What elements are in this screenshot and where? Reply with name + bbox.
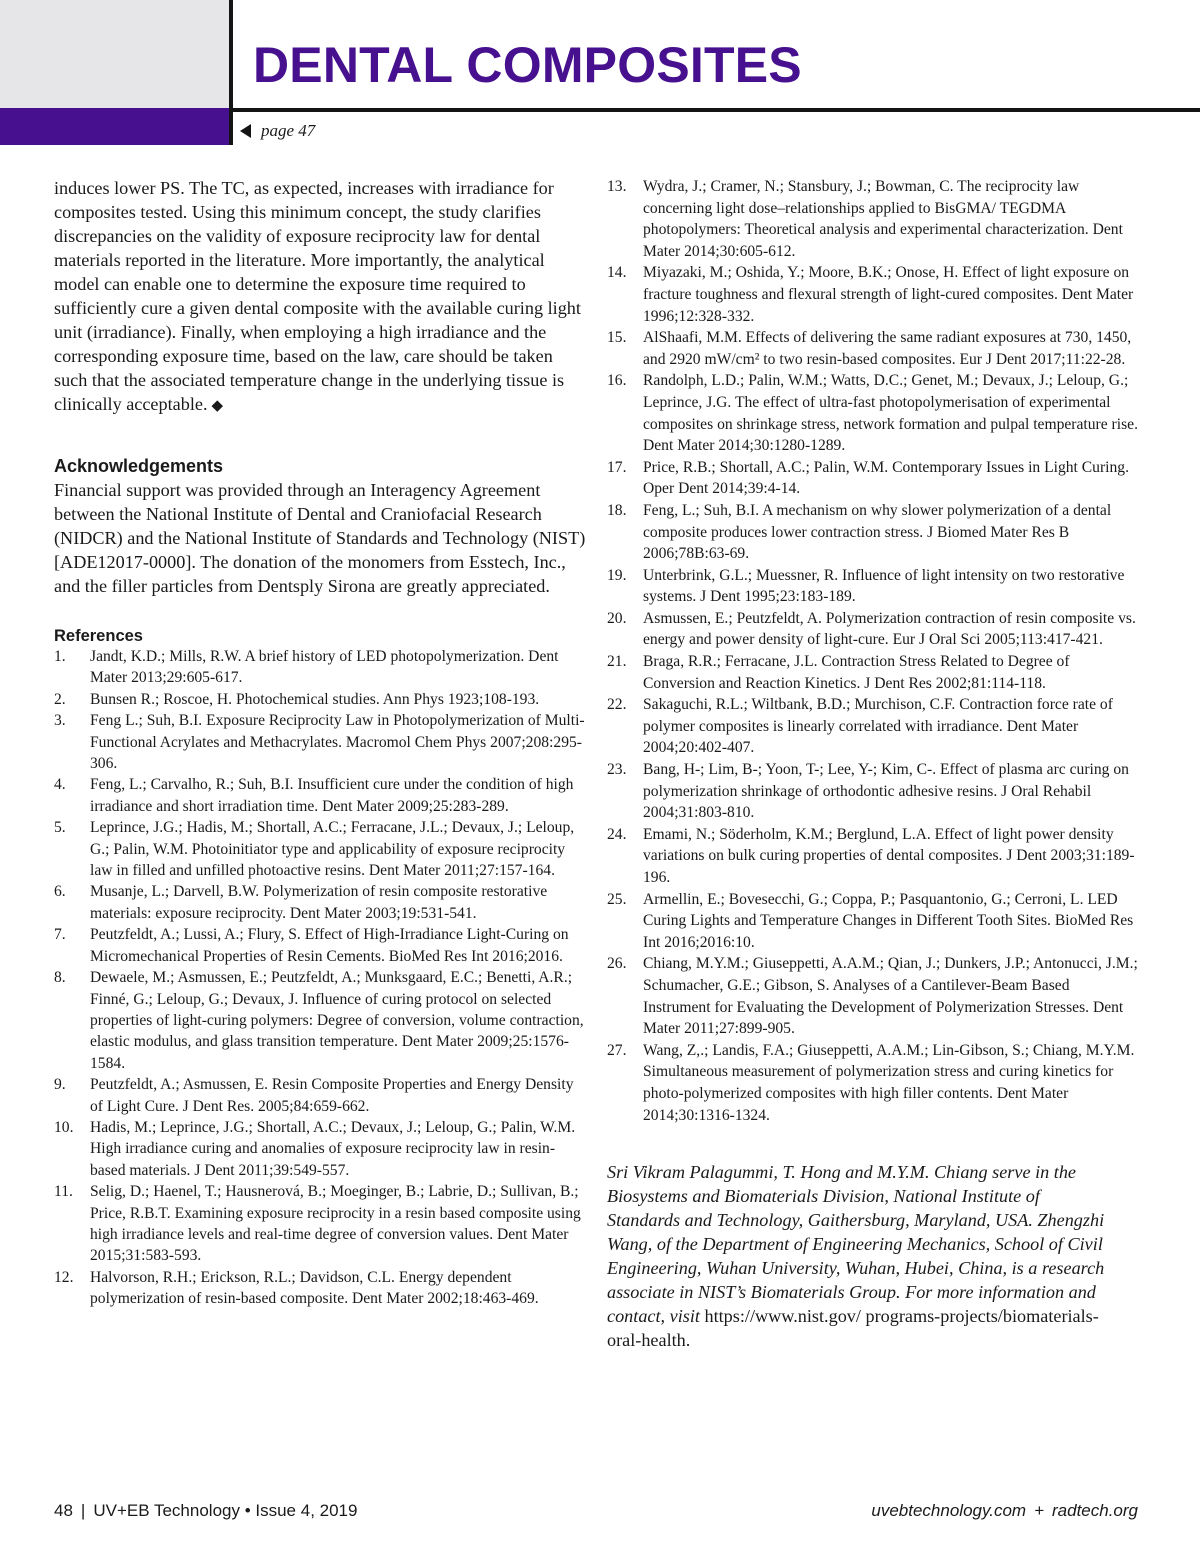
reference-item (607, 262, 1140, 327)
reference-number: 3. (54, 712, 66, 730)
reference-item (607, 651, 1140, 694)
author-bio (607, 1160, 1107, 1352)
intro-text: induces lower PS. The TC, as expected, increases with irradiance for composites tested. Using this minimum concept, the study clarifies discrepancies on the validity of exposure reciprocity law for dental materials reported in the literature. More importantly, the analytical model can enable one to determine the exposure time required to sufficiently cure a given dental composite with the available curing light unit (irradiance). Finally, when employing a high irradiance and the corresponding exposure time, based on the law, care should be taken such that the associated temperature change in the underlying tissue is clinically acceptable. (54, 178, 581, 414)
footer-left (54, 1501, 357, 1521)
reference-number: 12. (54, 1268, 74, 1286)
reference-number: 2. (54, 690, 66, 708)
reference-text: Randolph, L.D.; Palin, W.M.; Watts, D.C.; Genet, M.; Devaux, J.; Leloup, G.; Leprince, J.G. The effect of ultra-fast photopolymerisation of experimental composites on shrinkage stress, network formation and pulpal temperature rise. Dent Mater 2014;30:1280-1289. (643, 372, 1138, 455)
reference-item (54, 924, 590, 967)
reference-text: Braga, R.R.; Ferracane, J.L. Contraction Stress Related to Degree of Conversion and Reaction Kinetics. J Dent Res 2002;81:114-118. (643, 653, 1070, 692)
reference-number: 9. (54, 1076, 66, 1094)
reference-item (54, 1117, 590, 1181)
end-diamond-icon: ◆ (211, 398, 224, 414)
intro-paragraph (54, 176, 590, 418)
footer-site-radtech[interactable]: radtech.org (1052, 1501, 1138, 1520)
reference-text: Wydra, J.; Cramer, N.; Stansbury, J.; Bowman, C. The reciprocity law concerning light dose–relationships applied to BisGMA/ TEGDMA photopolymers: Theoretical analysis and experimental characterization. Dent Mater 2014;30:605-612. (643, 178, 1123, 260)
acknowledgements-text: Financial support was provided through an Interagency Agreement between the National Institute of Dental and Craniofacial Research (NIDCR) and the National Institute of Standards and Technology (NIST) [ADE12017-0000]. The donation of the monomers from Esstech, Inc., and the filler particles from Dentsply Sirona are greatly appreciated. (54, 480, 586, 596)
reference-item (54, 817, 590, 881)
reference-text: Peutzfeldt, A.; Asmussen, E. Resin Composite Properties and Energy Density of Light Cure. J Dent Res. 2005;84:659-662. (90, 1076, 574, 1115)
continued-from-link[interactable] (240, 121, 315, 141)
reference-text: Halvorson, R.H.; Erickson, R.L.; Davidson, C.L. Energy dependent polymerization of resin-based composite. Dent Mater 2002;18:463-469. (90, 1268, 539, 1308)
reference-item (54, 689, 590, 710)
footer-divider: | (80, 1501, 86, 1520)
reference-item (54, 1267, 590, 1310)
reference-text: Sakaguchi, R.L.; Wiltbank, B.D.; Murchison, C.F. Contraction force rate of polymer composites is linearly correlated with irradiance. Dent Mater 2004;20:402-407. (643, 696, 1113, 757)
reference-number: 6. (54, 883, 66, 901)
footer-site-uveb[interactable]: uvebtechnology.com (871, 1501, 1027, 1520)
reference-text: Selig, D.; Haenel, T.; Hausnerová, B.; Moeginger, B.; Labrie, D.; Sullivan, B.; Price, R.B.T. Examining exposure reciprocity in a resin based composite using high irradiance levels and real-time degree of conversion values. Dent Mater 2015;31:583-593. (90, 1183, 581, 1265)
reference-text: AlShaafi, M.M. Effects of delivering the same radiant exposures at 730, 1450, and 2920 mW/cm² to two resin-based composites. Eur J Dent 2017;11:22-28. (643, 329, 1132, 368)
header-gray-block (0, 0, 229, 108)
reference-number: 23. (607, 761, 627, 779)
reference-number: 21. (607, 653, 627, 671)
reference-text: Wang, Z,.; Landis, F.A.; Giuseppetti, A.A.M.; Lin-Gibson, S.; Chiang, M.Y.M. Simultaneous measurement of polymerization stress and curing kinetics for photo-polymerized composites with high filler contents. Dent Mater 2014;30:1316-1324. (643, 1041, 1135, 1124)
left-column (54, 176, 590, 1310)
reference-number: 5. (54, 819, 66, 837)
reference-text: Miyazaki, M.; Oshida, Y.; Moore, B.K.; Onose, H. Effect of light exposure on fracture toughness and flexural strength of light-cured composites. Dent Mater 1996;12:328-332. (643, 264, 1134, 325)
references-list-left (54, 646, 590, 1310)
reference-item (607, 500, 1140, 565)
acknowledgements-heading: Acknowledgements (54, 456, 224, 476)
reference-number: 24. (607, 825, 627, 843)
reference-number: 25. (607, 890, 627, 908)
reference-text: Bang, H-; Lim, B-; Yoon, T-; Lee, Y-; Kim, C-. Effect of plasma arc curing on polymerization shrinkage of orthodontic adhesive resins. J Oral Rehabil 2004;31:803-810. (643, 761, 1129, 822)
reference-item (54, 881, 590, 924)
reference-item (54, 646, 590, 689)
reference-number: 26. (607, 955, 627, 973)
page-title: DENTAL COMPOSITES (253, 37, 802, 93)
page-number: 48 (54, 1501, 73, 1520)
reference-text: Feng, L.; Carvalho, R.; Suh, B.I. Insufficient cure under the condition of high irradiance and short irradiation time. Dent Mater 2009;25:283-289. (90, 776, 574, 815)
reference-text: Feng L.; Suh, B.I. Exposure Reciprocity Law in Photopolymerization of Multi-Functional Acrylates and Methacrylates. Macromol Chem Phys 2007;208:295-306. (90, 712, 585, 773)
reference-number: 18. (607, 501, 627, 519)
reference-text: Jandt, K.D.; Mills, R.W. A brief history of LED photopolymerization. Dent Mater 2013;29:605-617. (90, 648, 559, 687)
reference-number: 10. (54, 1118, 74, 1136)
reference-item (607, 694, 1140, 759)
reference-item (607, 608, 1140, 651)
author-bio-url[interactable]: https://www.nist.gov/ programs-projects/biomaterials-oral-health. (607, 1306, 1099, 1351)
reference-text: Unterbrink, G.L.; Muessner, R. Influence of light intensity on two restorative systems. J Dent 1995;23:183-189. (643, 566, 1125, 606)
header-divider-vertical (229, 0, 233, 145)
reference-item (607, 824, 1140, 889)
reference-item (54, 774, 590, 817)
reference-text: Musanje, L.; Darvell, B.W. Polymerization of resin composite restorative materials: exposure reciprocity. Dent Mater 2003;19:531-541. (90, 883, 548, 922)
reference-item (607, 953, 1140, 1039)
reference-item (607, 457, 1140, 500)
reference-item (54, 967, 590, 1074)
header-divider-horizontal (229, 108, 1200, 112)
reference-text: Peutzfeldt, A.; Lussi, A.; Flury, S. Effect of High-Irradiance Light-Curing on Micromechanical Properties of Resin Cements. BioMed Res Int 2016;2016. (90, 926, 569, 965)
reference-text: Leprince, J.G.; Hadis, M.; Shortall, A.C.; Ferracane, J.L.; Devaux, J.; Leloup, G.; Palin, W.M. Photoinitiator type and applicability of exposure reciprocity law in filled and unfilled photoactive resins. Dent Mater 2011;27:157-164. (90, 819, 575, 880)
reference-text: Bunsen R.; Roscoe, H. Photochemical studies. Ann Phys 1923;108-193. (90, 690, 540, 708)
reference-number: 15. (607, 329, 627, 347)
reference-item (54, 1181, 590, 1267)
reference-number: 4. (54, 776, 66, 794)
reference-item (607, 565, 1140, 608)
reference-text: Chiang, M.Y.M.; Giuseppetti, A.A.M.; Qian, J.; Dunkers, J.P.; Antonucci, J.M.; Schumacher, G.E.; Gibson, S. Analyses of a Cantilever-Beam Based Instrument for Evaluating the Development of Polymerization Stresses. Dent Mater 2011;27:899-905. (643, 955, 1138, 1038)
reference-item (607, 889, 1140, 954)
reference-number: 27. (607, 1041, 627, 1059)
footer-plus: + (1034, 1501, 1044, 1520)
reference-item (607, 370, 1140, 456)
reference-number: 7. (54, 926, 66, 944)
reference-number: 19. (607, 566, 627, 584)
reference-item (607, 327, 1140, 370)
back-arrow-icon (240, 124, 251, 138)
reference-text: Feng, L.; Suh, B.I. A mechanism on why slower polymerization of a dental composite produces lower contraction stress. J Biomed Mater Res B 2006;78B:63-69. (643, 501, 1112, 563)
reference-text: Asmussen, E.; Peutzfeldt, A. Polymerization contraction of resin composite vs. energy and power density of light-cure. Eur J Oral Sci 2005;113:417-421. (643, 609, 1136, 649)
page-ref-label: page 47 (261, 121, 316, 140)
reference-text: Dewaele, M.; Asmussen, E.; Peutzfeldt, A.; Munksgaard, E.C.; Benetti, A.R.; Finné, G.; Leloup, G.; Devaux, J. Influence of curing protocol on selected properties of light-curing polymers: Degree of conversion, volume contraction, elastic modulus, and glass transition temperature. Dent Mater 2009;25:1576-1584. (90, 969, 584, 1072)
reference-number: 13. (607, 178, 627, 195)
reference-number: 17. (607, 458, 627, 476)
reference-item (54, 1074, 590, 1117)
reference-item (607, 176, 1140, 262)
author-bio-text: Sri Vikram Palagummi, T. Hong and M.Y.M. Chiang serve in the Biosystems and Biomaterials Division, National Institute of Standards and Technology, Gaithersburg, Maryland, USA. Zhengzhi Wang, of the Department of Engineering Mechanics, School of Civil Engineering, Wuhan University, Wuhan, Hubei, China, is a research associate in NIST’s Biomaterials Group. For more information and contact, visit (607, 1162, 1105, 1327)
references-heading: References (54, 627, 143, 645)
reference-number: 1. (54, 648, 66, 665)
right-column (607, 176, 1140, 1352)
footer-right (871, 1501, 1138, 1521)
reference-number: 16. (607, 372, 627, 390)
reference-number: 14. (607, 264, 627, 282)
reference-number: 22. (607, 696, 627, 714)
reference-text: Emami, N.; Söderholm, K.M.; Berglund, L.A. Effect of light power density variations on bulk curing properties of dental composites. J Dent 2003;31:189-196. (643, 825, 1135, 886)
references-list-right (607, 176, 1140, 1126)
reference-number: 11. (54, 1183, 73, 1201)
reference-text: Hadis, M.; Leprince, J.G.; Shortall, A.C.; Devaux, J.; Leloup, G.; Palin, W.M. High irradiance curing and anomalies of exposure reciprocity law in resin-based materials. J Dent 2011;39:549-557. (90, 1118, 576, 1179)
reference-text: Price, R.B.; Shortall, A.C.; Palin, W.M. Contemporary Issues in Light Curing. Oper Dent 2014;39:4-14. (643, 458, 1130, 498)
reference-number: 20. (607, 609, 627, 627)
header-purple-bar (0, 108, 229, 145)
reference-item (607, 1040, 1140, 1126)
reference-item (607, 759, 1140, 824)
reference-number: 8. (54, 969, 66, 987)
reference-item (54, 710, 590, 774)
publication-name: UV+EB Technology • Issue 4, 2019 (93, 1501, 358, 1520)
reference-text: Armellin, E.; Bovesecchi, G.; Coppa, P.; Pasquantonio, G.; Cerroni, L. LED Curing Lights and Temperature Changes in Different Tooth Sites. BioMed Res Int 2016;2016:10. (643, 890, 1134, 951)
